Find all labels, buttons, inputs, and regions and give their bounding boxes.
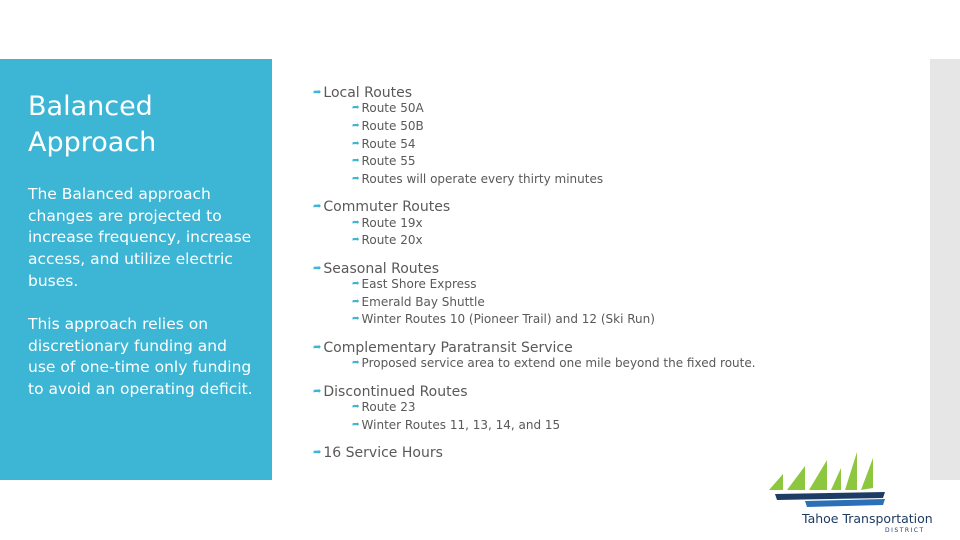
bullet-commuter-routes <box>313 199 450 215</box>
bullet-label: Commuter Routes <box>323 199 451 215</box>
sub-bullet-label: Route 50B <box>361 119 424 133</box>
intro-paragraph: The Balanced approach changes are projected to increase frequency, increase access, and utilize electric buses. <box>28 185 252 290</box>
curved-arrow-icon: ➦ <box>352 234 360 245</box>
logo-subtitle: DISTRICT <box>885 527 925 534</box>
sub-bullet <box>352 295 485 309</box>
sub-bullet-label: Route 23 <box>361 400 416 414</box>
bullet-discontinued-routes <box>313 384 468 400</box>
curved-arrow-icon: ➦ <box>313 386 322 397</box>
curved-arrow-icon: ➦ <box>352 102 360 113</box>
bullet-paratransit-service <box>313 340 573 356</box>
sub-bullet-label: Winter Routes 11, 13, 14, and 15 <box>361 418 561 432</box>
sub-bullet <box>352 277 477 291</box>
sub-bullet <box>352 356 756 370</box>
mountain-logo-icon <box>765 438 930 510</box>
sub-bullet <box>352 312 655 326</box>
curved-arrow-icon: ➦ <box>313 201 322 212</box>
sub-bullet-label: Route 50A <box>361 101 424 115</box>
curved-arrow-icon: ➦ <box>352 401 360 412</box>
curved-arrow-icon: ➦ <box>313 87 322 98</box>
curved-arrow-icon: ➦ <box>352 138 360 149</box>
curved-arrow-icon: ➦ <box>352 278 360 289</box>
sub-bullet-label: Route 55 <box>361 154 416 168</box>
curved-arrow-icon: ➦ <box>352 296 360 307</box>
curved-arrow-icon: ➦ <box>313 263 322 274</box>
curved-arrow-icon: ➦ <box>352 155 360 166</box>
sub-bullet-label: Route 20x <box>361 233 423 247</box>
bullet-label: Local Routes <box>323 85 413 101</box>
bullet-local-routes <box>313 85 412 101</box>
logo-name: Tahoe Transportation <box>802 511 933 526</box>
funding-paragraph: This approach relies on discretionary funding and use of one-time only funding to avoid an operating deficit. <box>28 315 253 399</box>
sub-bullet-label: Routes will operate every thirty minutes <box>361 172 604 186</box>
sub-bullet-label: Route 19x <box>361 216 423 230</box>
sub-bullet <box>352 216 423 230</box>
sub-bullet-label: Proposed service area to extend one mile beyond the fixed route. <box>361 356 756 370</box>
sub-bullet <box>352 119 424 133</box>
bullet-seasonal-routes <box>313 261 439 277</box>
bullet-label: Discontinued Routes <box>323 384 468 400</box>
sub-bullet <box>352 101 424 115</box>
bullet-label: 16 Service Hours <box>323 445 443 461</box>
curved-arrow-icon: ➦ <box>313 342 322 353</box>
curved-arrow-icon: ➦ <box>313 447 322 458</box>
slide-title: Balanced Approach <box>28 91 157 158</box>
sub-bullet <box>352 418 560 432</box>
curved-arrow-icon: ➦ <box>352 357 360 368</box>
sub-bullet <box>352 137 415 151</box>
sub-bullet-label: Winter Routes 10 (Pioneer Trail) and 12 (Ski Run) <box>361 312 655 326</box>
bullet-label: Complementary Paratransit Service <box>323 340 573 356</box>
tahoe-transportation-logo <box>765 438 933 534</box>
curved-arrow-icon: ➦ <box>352 120 360 131</box>
sub-bullet <box>352 233 423 247</box>
bullet-service-hours <box>313 445 443 461</box>
sub-bullet-label: Route 54 <box>361 137 416 151</box>
curved-arrow-icon: ➦ <box>352 173 360 184</box>
bullet-label: Seasonal Routes <box>323 261 440 277</box>
sub-bullet <box>352 400 415 414</box>
sub-bullet-label: Emerald Bay Shuttle <box>361 295 485 309</box>
sub-bullet <box>352 154 415 168</box>
curved-arrow-icon: ➦ <box>352 217 360 228</box>
side-bar-accent <box>930 59 960 480</box>
curved-arrow-icon: ➦ <box>352 419 360 430</box>
curved-arrow-icon: ➦ <box>352 313 360 324</box>
sub-bullet-label: East Shore Express <box>361 277 477 291</box>
sub-bullet <box>352 172 603 186</box>
